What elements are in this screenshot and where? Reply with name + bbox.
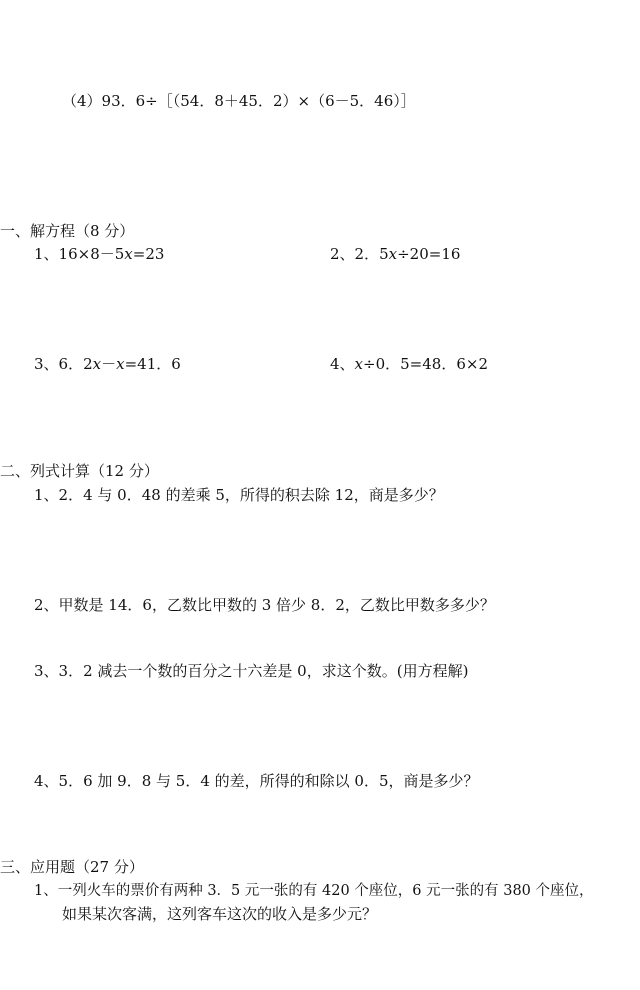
calc-question-2: 2、甲数是 14．6，乙数比甲数的 3 倍少 8．2，乙数比甲数多多少？ [34,596,495,614]
equation-1-post: =23 [132,245,165,263]
equation-2-pre: 2、2．5 [330,245,389,263]
application-question-1-line-1: 1、一列火车的票价有两种 3．5 元一张的有 420 个座位，6 元一张的有 380 个座位， [34,883,594,899]
section-3-title: 三、应用题（27 分） [0,858,144,876]
equation-1 [34,245,164,263]
equation-2-var: x [388,245,398,263]
equation-1-var: x [124,245,133,263]
equation-4-post: ÷0．5=48．6×2 [363,355,488,373]
equation-3-pre: 3、6．2 [34,355,93,373]
equation-2-post: ÷20=16 [397,245,461,263]
equation-1-pre: 1、16×8－5 [34,245,125,263]
calc-question-3: 3、3．2 减去一个数的百分之十六差是 0，求这个数。(用方程解) [34,662,469,680]
top-expression [62,92,416,110]
section-2-title: 二、列式计算（12 分） [0,462,159,480]
equation-4-var: x [354,355,364,373]
equation-3-var: x [92,355,102,373]
equation-4-pre: 4、 [330,355,355,373]
equation-3 [34,355,181,373]
equation-3-post: =41．6 [124,355,181,373]
equation-3-var2: x [116,355,125,373]
calc-question-4: 4、5．6 加 9．8 与 5．4 的差，所得的和除以 0．5，商是多少？ [34,772,479,790]
calc-question-1: 1、2．4 与 0．48 的差乘 5，所得的积去除 12，商是多少？ [34,486,444,504]
equation-2 [330,245,460,263]
top-expression-text: 93．6÷［（54．8＋45．2）×（6－5．46）］ [101,92,416,110]
application-question-1-line-2: 如果某次客满，这列客车这次的收入是多少元？ [62,905,378,923]
equation-4 [330,355,488,373]
equation-3-mid: － [101,355,117,373]
top-expression-label: （4） [62,92,102,110]
section-1-title: 一、解方程（8 分） [0,222,135,240]
